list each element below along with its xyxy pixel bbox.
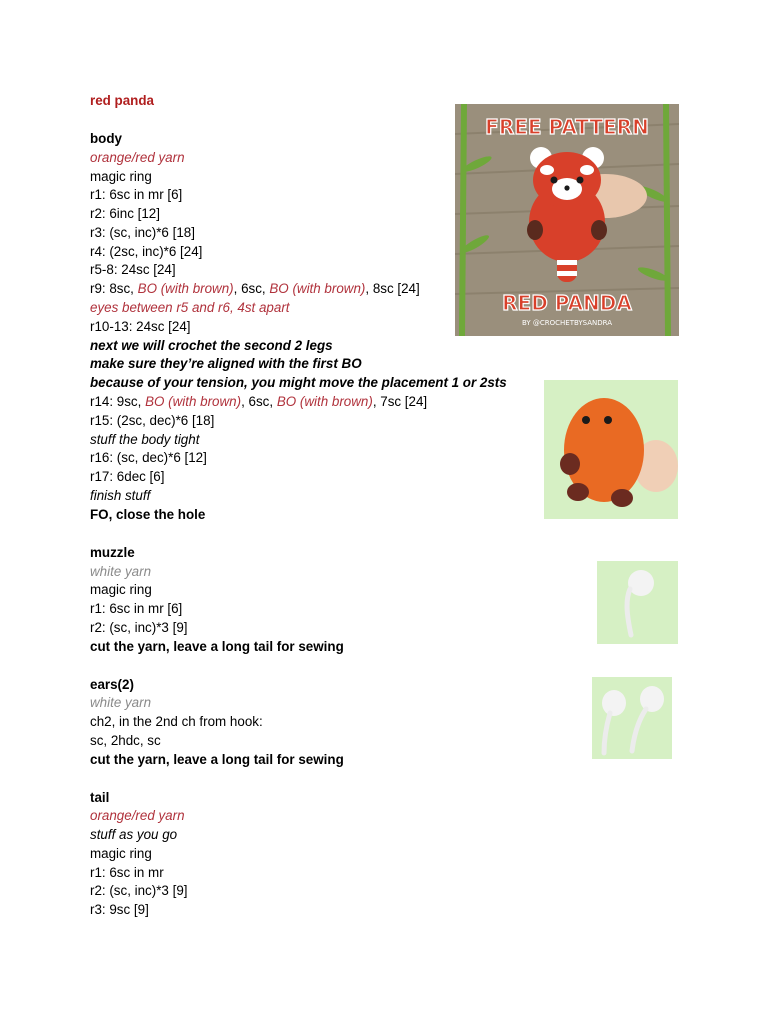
instruction-line: magic ring <box>90 582 152 597</box>
yarn-note: orange/red yarn <box>90 808 185 823</box>
instruction-line: r17: 6dec [6] <box>90 469 165 484</box>
cover-credit: BY @CROCHETBYSANDRA <box>521 319 613 327</box>
instruction-line: r1: 6sc in mr <box>90 865 164 880</box>
instruction-line: r5-8: 24sc [24] <box>90 262 176 277</box>
red-panda-cover-illustration <box>455 104 679 336</box>
section-heading-body: body <box>90 131 122 146</box>
note-line: cut the yarn, leave a long tail for sewing <box>90 752 344 767</box>
instruction-text: r14: 9sc, <box>90 394 146 409</box>
note-line: stuff as you go <box>90 827 178 842</box>
instruction-line: ch2, in the 2nd ch from hook: <box>90 714 263 729</box>
cover-bottom-text: RED PANDA <box>502 291 632 315</box>
instruction-line-r14 <box>90 393 427 411</box>
muzzle-photo-illustration <box>597 561 678 644</box>
instruction-line: r3: 9sc [9] <box>90 902 149 917</box>
instruction-line: r16: (sc, dec)*6 [12] <box>90 450 207 465</box>
section-heading-muzzle: muzzle <box>90 545 135 560</box>
ears-photo-illustration <box>592 677 672 759</box>
note-line: finish stuff <box>90 488 151 503</box>
instruction-line: r1: 6sc in mr [6] <box>90 601 183 616</box>
instruction-line: r4: (2sc, inc)*6 [24] <box>90 244 203 259</box>
yarn-note: white yarn <box>90 695 152 710</box>
cover-photo <box>455 104 679 336</box>
cover-top-text: FREE PATTERN <box>485 115 649 139</box>
instruction-line: magic ring <box>90 846 152 861</box>
eyes-note: eyes between r5 and r6, 4st apart <box>90 300 290 315</box>
instruction-text: , 6sc, <box>233 281 270 296</box>
instruction-text: r9: 8sc, <box>90 281 138 296</box>
instruction-line: r2: (sc, inc)*3 [9] <box>90 620 188 635</box>
bobble-note: BO (with brown) <box>137 281 234 296</box>
body-photo <box>544 380 678 519</box>
note-line: FO, close the hole <box>90 507 206 522</box>
note-line: make sure they’re aligned with the first BO <box>90 356 362 371</box>
section-heading-tail: tail <box>90 790 110 805</box>
instruction-line: r15: (2sc, dec)*6 [18] <box>90 413 215 428</box>
muzzle-photo <box>597 561 678 644</box>
instruction-line: r1: 6sc in mr [6] <box>90 187 183 202</box>
instruction-text: , 6sc, <box>241 394 277 409</box>
instruction-line: sc, 2hdc, sc <box>90 733 161 748</box>
section-heading-ears: ears(2) <box>90 677 134 692</box>
note-line: next we will crochet the second 2 legs <box>90 338 333 353</box>
bobble-note: BO (with brown) <box>269 281 366 296</box>
note-line: stuff the body tight <box>90 432 200 447</box>
instruction-line: r3: (sc, inc)*6 [18] <box>90 225 195 240</box>
instruction-line: r10-13: 24sc [24] <box>90 319 191 334</box>
body-photo-illustration <box>544 380 678 519</box>
instruction-line-r9 <box>90 280 420 298</box>
bobble-note: BO (with brown) <box>276 394 373 409</box>
yarn-note: orange/red yarn <box>90 150 185 165</box>
instruction-text: , 7sc [24] <box>372 394 428 409</box>
instruction-text: , 8sc [24] <box>365 281 420 296</box>
yarn-note: white yarn <box>90 564 152 579</box>
instruction-line: magic ring <box>90 169 152 184</box>
note-line: cut the yarn, leave a long tail for sewing <box>90 639 344 654</box>
bobble-note: BO (with brown) <box>145 394 242 409</box>
instruction-line: r2: 6inc [12] <box>90 206 160 221</box>
page-title: red panda <box>90 93 154 108</box>
note-line: because of your tension, you might move the placement 1 or 2sts <box>90 375 507 390</box>
ears-photo <box>592 677 672 759</box>
instruction-line: r2: (sc, inc)*3 [9] <box>90 883 188 898</box>
